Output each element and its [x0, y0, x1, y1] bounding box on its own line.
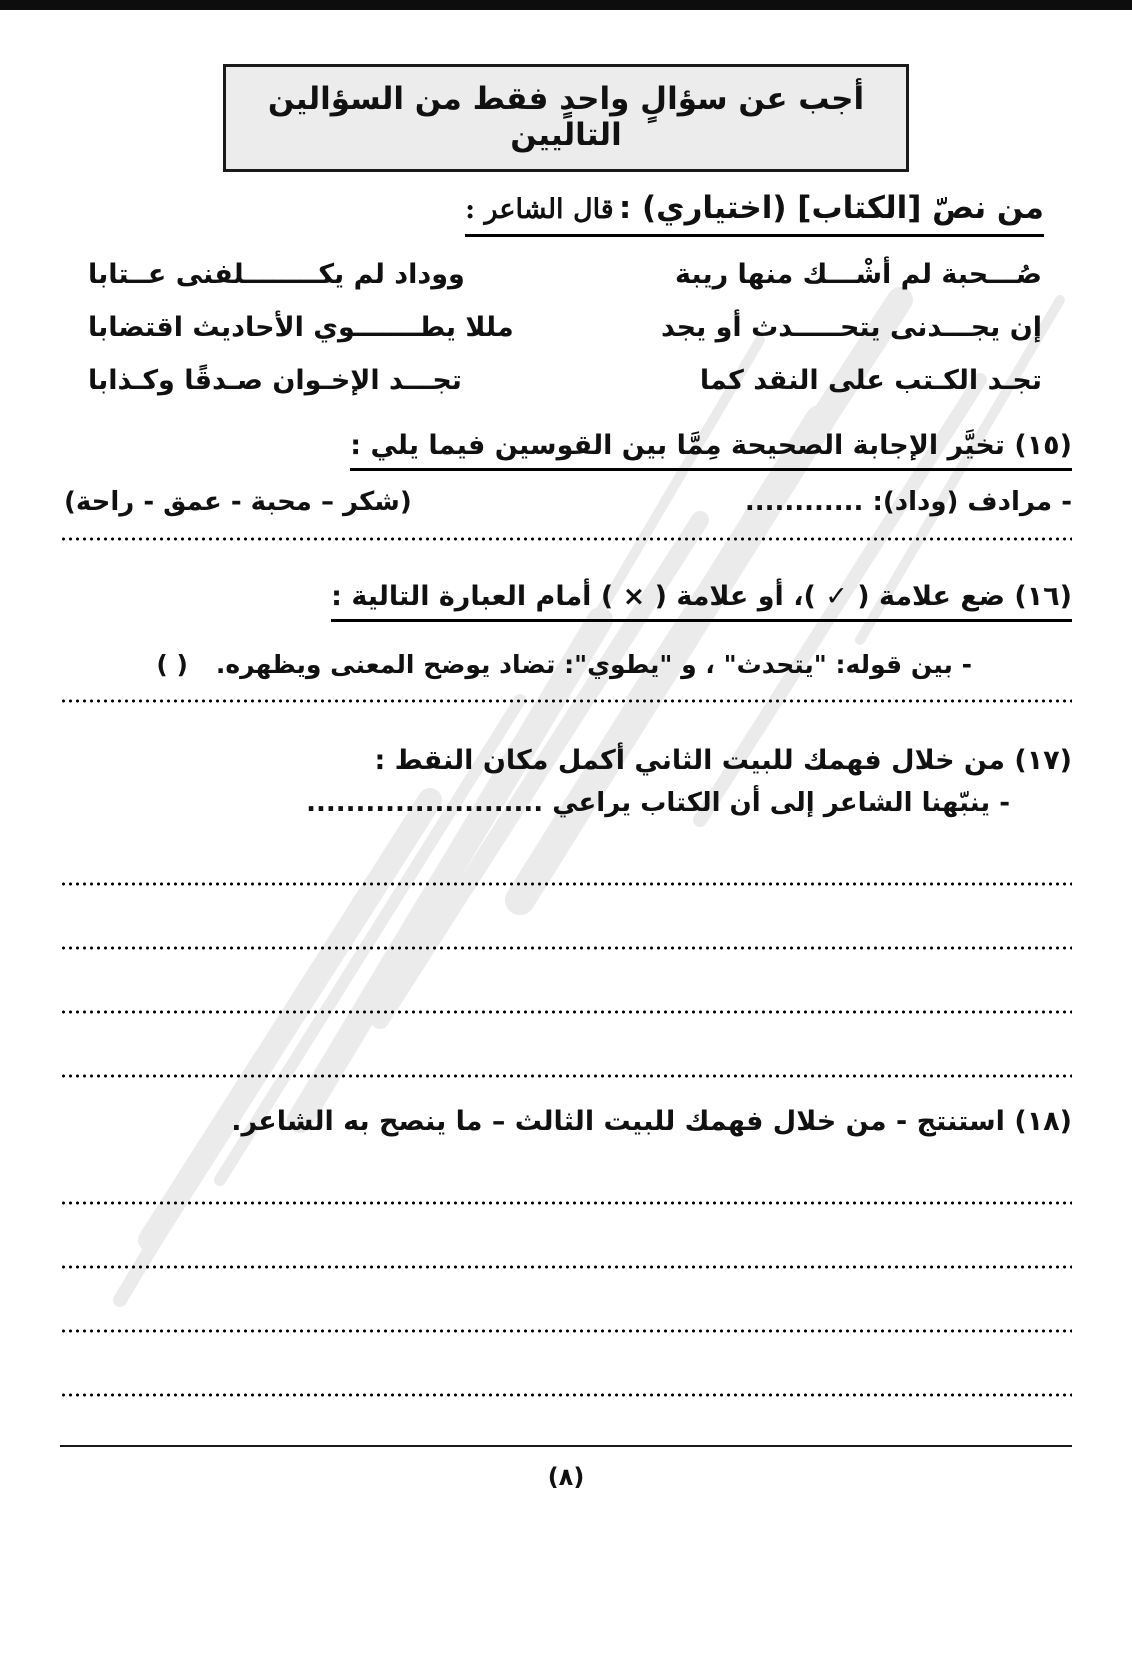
question-18-heading — [60, 1106, 1072, 1137]
section-heading — [60, 190, 1072, 237]
page-number: (٨) — [547, 1463, 585, 1491]
question-15-choices: (شكر – محبة - عمق - راحة) — [64, 487, 412, 517]
section-title: من نصّ [الكتاب] (اختياري) : — [618, 190, 1044, 226]
verse-2-first-hemistich: إن يجـــدنى يتحـــــدث أو يجد — [661, 312, 1042, 343]
page-content — [0, 64, 1132, 1491]
question-17-heading-text: (١٧) من خلال فهمك للبيت الثاني أكمل مكان النقط : — [374, 745, 1072, 776]
answer-dotted-line — [60, 1393, 1072, 1397]
answer-dotted-line — [60, 946, 1072, 950]
instruction-text: أجب عن سؤالٍ واحدٍ فقط من السؤالين التاليين — [267, 81, 865, 153]
question-16-item-row — [60, 650, 1072, 679]
question-15-heading — [60, 430, 1072, 471]
question-18-heading-text: (١٨) استنتج - من خلال فهمك للبيت الثالث – ما ينصح به الشاعر. — [231, 1106, 1072, 1137]
answer-dotted-line — [60, 1010, 1072, 1014]
question-17-heading — [60, 745, 1072, 776]
instruction-box — [223, 64, 909, 172]
answer-dotted-line — [60, 1201, 1072, 1205]
verse-3-second-hemistich: تجـــد الإخـوان صـدقًا وكـذابا — [88, 365, 462, 396]
answer-dotted-line — [60, 699, 1072, 703]
verse-1-second-hemistich: ووداد لم يكــــــــلفنى عــتابا — [88, 259, 465, 290]
answer-dotted-line — [60, 537, 1072, 541]
scan-edge-bar — [0, 0, 1132, 10]
verse-row-2 — [88, 312, 1042, 343]
verse-2-second-hemistich: مللا يطـــــــوي الأحاديث اقتضابا — [88, 312, 514, 343]
question-16-item: - بين قوله: "يتحدث" ، و "يطوي": تضاد يوضح المعنى ويظهره. — [215, 650, 972, 679]
answer-dotted-line — [60, 1329, 1072, 1333]
answer-dotted-line — [60, 1265, 1072, 1269]
question-16-heading — [60, 581, 1072, 622]
verse-row-1 — [88, 259, 1042, 290]
section-subtitle: قال الشاعر : — [465, 194, 614, 225]
question-17-item: - ينبّهنا الشاعر إلى أن الكتاب يراعي ........................ — [306, 788, 1010, 818]
question-16-heading-text: (١٦) ضع علامة ( ✓ )، أو علامة ( × ) أمام العبارة التالية : — [331, 581, 1072, 622]
answer-dotted-line — [60, 882, 1072, 886]
section-heading-inner — [465, 190, 1044, 237]
question-15-item: - مرادف (وداد): ............ — [744, 487, 1072, 517]
answer-dotted-line — [60, 1074, 1072, 1078]
question-15-heading-text: (١٥) تخيَّر الإجابة الصحيحة مِمَّا بين القوسين فيما يلي : — [350, 430, 1072, 471]
footer-divider — [60, 1445, 1072, 1447]
verse-3-first-hemistich: تجـد الكـتب على النقد كما — [699, 365, 1042, 396]
question-15-item-row — [60, 487, 1072, 517]
verse-row-3 — [88, 365, 1042, 396]
poem — [60, 259, 1072, 396]
question-16-answer-parentheses: ( ) — [156, 650, 188, 679]
verse-1-first-hemistich: صُـــحبة لم أشْـــك منها ريبة — [675, 259, 1042, 290]
